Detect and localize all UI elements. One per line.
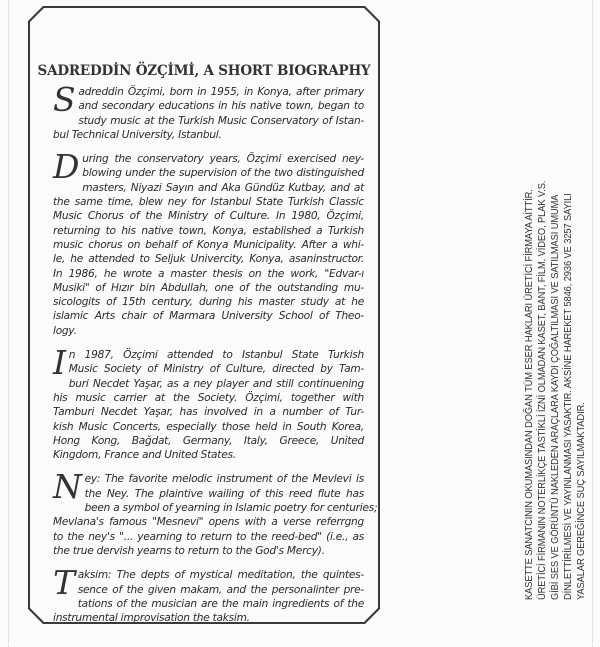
drop-cap: S: [53, 80, 76, 119]
text-line: sence of the given makam, and the personalinter pre-: [77, 583, 364, 596]
biography-text: [53, 80, 378, 635]
text-line: aksim: The depts of mystical meditation, the quintes-: [77, 569, 364, 582]
biography-paragraph: [53, 80, 364, 142]
text-line: returning to his native town, Konya, established a Turkish: [53, 224, 364, 237]
biography-paragraph: [53, 343, 364, 462]
drop-cap: T: [53, 563, 75, 603]
text-line: buri Necdet Yaşar, as a ney player and still continuening: [68, 377, 364, 390]
text-line: blowing under the supervision of the two distinguished: [82, 167, 364, 180]
text-line: tations of the musician are the main ingredients of the: [77, 597, 364, 610]
text-line: Musiki" of Hızır bin Abdullah, one of the outstanding mu-: [53, 281, 364, 294]
text-line: Hong Kong, Bağdat, Germany, Italy, Greece, United: [53, 434, 364, 447]
text-line: study music at the Turkish Music Conservatory of Istan-: [78, 114, 364, 127]
text-line: Music Society of Ministry of Culture, directed by Tam-: [68, 363, 364, 376]
drop-cap: N: [53, 467, 82, 507]
legal-notice-line: KASETTE SANATCININ OKUMASINDAN DOĞAN TÜM ESER HAKLARI ÜRETİCİ FİRMAYA AİTTİR.: [524, 189, 535, 600]
biography-paragraph: [53, 563, 364, 625]
drop-cap: I: [53, 343, 66, 383]
legal-notice-line: YASALAR GEREĞİNCE SUÇ SAYILMAKTADIR.: [576, 402, 587, 600]
text-line: the same time, blew ney for Istanbul State Turkish Classic: [53, 196, 364, 209]
text-line: islamic Arts chair of Marmara University School of Theo-: [53, 310, 364, 323]
text-line: Music Chorus of the Ministry of Culture. In 1980, Özçimi,: [53, 210, 364, 223]
text-line: sicologits of 15th century, during his master study at he: [53, 296, 364, 309]
text-line: and secondary educations in his native town, began to: [78, 100, 364, 113]
fold-line-right: [592, 0, 593, 647]
text-line: le, he attended to Seljuk Univercity, Konya, asaninstructor.: [53, 253, 364, 266]
text-line: Tamburi Necdet Yaşar, has involved in a number of Tur-: [53, 406, 364, 419]
biography-paragraph: [53, 467, 378, 558]
text-line: Mevlana's famous "Mesnevi" opens with a verse referrgng: [53, 516, 364, 529]
biography-title: SADREDDİN ÖZÇİMİ, A SHORT BIOGRAPHY: [37, 63, 371, 79]
text-line: ey: The favorite melodic instrument of the Mevlevi is: [84, 473, 364, 486]
text-line: uring the conservatory years, Özçimi exercised ney-: [82, 153, 364, 166]
legal-notice-line: ÜRETİCİ FİRMANIN NOTERLİKÇE TASTİKLİ İZNİ OLMADAN KASET, BANT, FİLM, VİDEO, PLAK V.S.: [537, 180, 548, 600]
text-line: instrumental improvisation the taksim.: [53, 612, 250, 625]
text-line: In 1986, he wrote a master thesis on the work, "Edvar-ı: [53, 267, 364, 280]
text-line: the true dervish yearns to return to the God's Mercy).: [53, 544, 325, 557]
drop-cap: D: [53, 147, 80, 187]
text-line: the Ney. The plaintive wailing of this reed flute has: [84, 487, 364, 500]
text-line: logy.: [53, 324, 77, 337]
text-line: his music carrier at the Society. Özçimi, together with: [53, 391, 364, 404]
text-line: n 1987, Özçimi attended to Istanbul State Turkish: [68, 349, 364, 362]
legal-notice-line: DİNLETTİRİLMESİ VE YAYINLANMASI YASAKTIR. AKSİNE HAREKET 5846, 2936 VE 3257 SAYILI: [563, 193, 574, 600]
text-line: Kingdom, France and United States.: [53, 449, 236, 462]
fold-line-left: [8, 0, 9, 647]
text-line: music chorus on behalf of Konya Municipality. After a whi-: [53, 238, 364, 251]
text-line: adreddin Özçimi, born in 1955, in Konya, after primary: [78, 86, 364, 98]
text-line: masters, Niyazi Sayın and Aka Gündüz Kutbay, and at: [82, 181, 364, 194]
legal-notice-line: GİBİ SES VE GÖRÜNTÜ NAKLEDEN ARAÇLARA KAYDI ÇOĞALTILMASI VE SATILMASI UMUMA: [550, 194, 561, 600]
biography-paragraph: [53, 147, 364, 338]
text-line: bul Technical University, Istanbul.: [53, 128, 222, 141]
text-line: been a symbol of yearning in Islamic poetry for centuries;: [84, 502, 378, 515]
text-line: kish Music Concerts, especially those held in South Korea,: [53, 420, 364, 433]
text-line: to the ney's "... yearning to return to the reed-bed" (i.e., as: [53, 530, 364, 543]
legal-notice: [523, 40, 588, 600]
